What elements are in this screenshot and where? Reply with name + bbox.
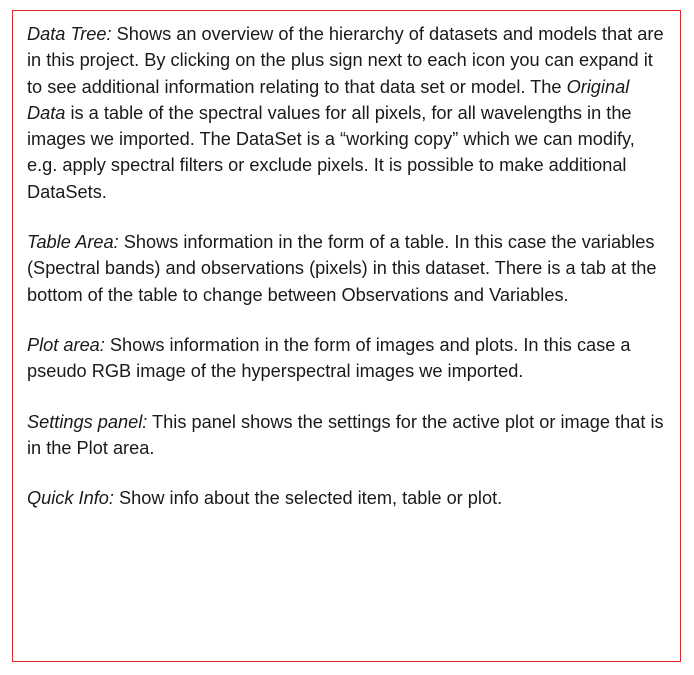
paragraph-data-tree [27,21,670,205]
paragraph-quick-info [27,485,670,511]
text-settings-panel: This panel shows the settings for the active plot or image that is in the Plot area. [27,411,664,458]
term-plot-area: Plot area: [27,334,105,355]
paragraph-settings-panel [27,409,670,462]
description-box [12,10,681,662]
text-quick-info: Show info about the selected item, table or plot. [113,488,503,509]
term-data-tree: Data Tree: [27,24,112,44]
term-original-data: Original Data [27,76,630,123]
paragraph-plot-area [27,332,670,385]
paragraph-table-area [27,229,670,308]
text-data-tree-part1: Shows an overview of the hierarchy of datasets and models that are in this project. By clicking on the plus sign next to each icon you can expand it to see additional information relating to that data set or model. The [27,24,664,97]
text-plot-area: Shows information in the form of images and plots. In this case a pseudo RGB image of the hyperspectral images we imported. [27,334,631,382]
term-settings-panel: Settings panel: [27,411,148,432]
term-table-area: Table Area: [27,232,119,253]
term-quick-info: Quick Info: [27,488,114,509]
text-data-tree-part2: is a table of the spectral values for all pixels, for all wavelengths in the images we imported. The DataSet is a “working copy” which we can modify, e.g. apply spectral filters or exclude pixels. It is possible to make additional DataSets. [27,102,635,202]
text-table-area: Shows information in the form of a table. In this case the variables (Spectral bands) and observations (pixels) in this dataset. There is a tab at the bottom of the table to change between Observations and Variables. [27,232,657,305]
